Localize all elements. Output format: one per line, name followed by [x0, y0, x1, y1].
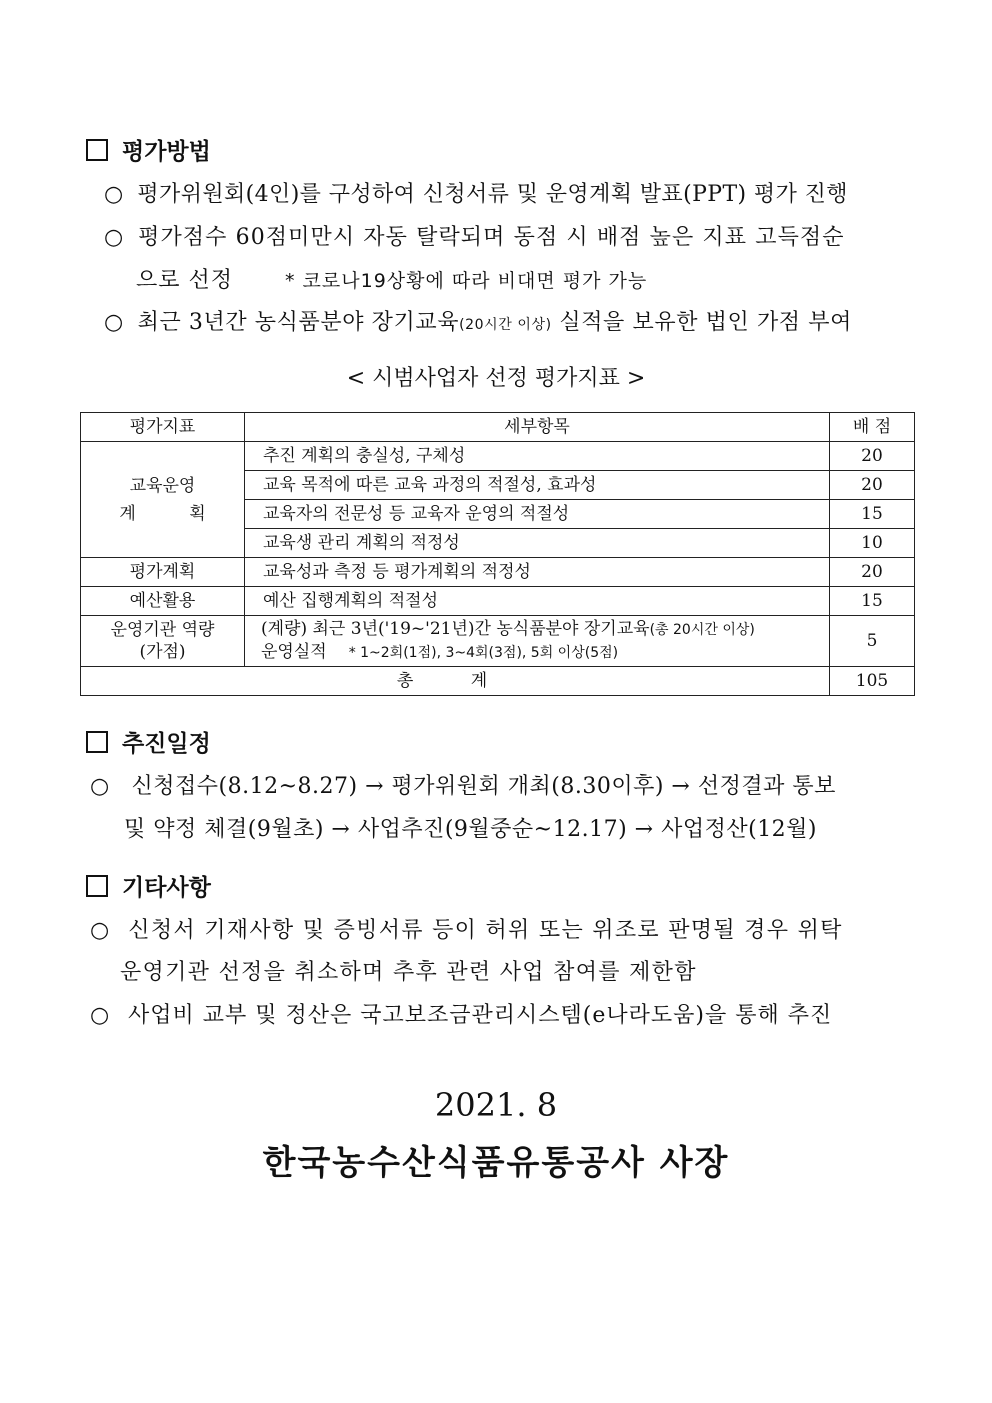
points-cell: 15 [830, 587, 915, 616]
header-category: 평가지표 [81, 413, 245, 442]
bullet-line: ○ 평가위원회(4인)를 구성하여 신청서류 및 운영계획 발표(PPT) 평가 진행 [104, 180, 848, 210]
circle-bullet-icon: ○ [104, 225, 125, 250]
bullet-continuation: 으로 선정 * 코로나19상황에 따라 비대면 평가 가능 [136, 268, 648, 293]
header-item: 세부항목 [245, 413, 830, 442]
document-date: 2021. 8 [434, 1086, 558, 1124]
bullet-line: ○ 평가점수 60점미만시 자동 탈락되며 동점 시 배점 높은 지표 고득점순 [104, 223, 845, 253]
table-row [81, 616, 915, 667]
points-cell: 20 [830, 442, 915, 471]
item-cell: 추진 계획의 충실성, 구체성 [245, 442, 830, 471]
item-cell: (계량) 최근 3년('19~'21년)간 농식품분야 장기교육(총 20시간 이상) 운영실적 * 1~2회(1점), 3~4회(3점), 5회 이상(5점) [245, 616, 830, 667]
table-row [81, 442, 915, 471]
category-cell: 평가계획 [81, 558, 245, 587]
section-heading-schedule: 추진일정 [86, 729, 211, 759]
table-row [81, 558, 915, 587]
total-points: 105 [830, 667, 915, 696]
circle-bullet-icon: ○ [90, 1003, 111, 1028]
item-cell: 교육성과 측정 등 평가계획의 적정성 [245, 558, 830, 587]
table-caption: < 시범사업자 선정 평가지표 > [346, 366, 646, 391]
circle-bullet-icon: ○ [90, 774, 110, 799]
circle-bullet-icon: ○ [104, 182, 124, 207]
section-heading-misc: 기타사항 [86, 873, 211, 903]
points-cell: 10 [830, 529, 915, 558]
category-cell: 예산활용 [81, 587, 245, 616]
points-cell: 5 [830, 616, 915, 667]
checkbox-square-icon [86, 139, 108, 161]
item-cell: 교육자의 전문성 등 교육자 운영의 적절성 [245, 500, 830, 529]
issuer-name: 한국농수산식품유통공사 사장 [262, 1143, 730, 1183]
total-label: 총 계 [81, 667, 830, 696]
item-cell: 교육생 관리 계획의 적정성 [245, 529, 830, 558]
bullet-continuation: 운영기관 선정을 취소하며 추후 관련 사업 참여를 제한함 [120, 960, 697, 985]
table-header-row [81, 413, 915, 442]
bullet-line: ○ 최근 3년간 농식품분야 장기교육(20시간 이상) 실적을 보유한 법인 가점 부여 [104, 308, 852, 340]
circle-bullet-icon: ○ [104, 310, 124, 335]
bullet-line: ○ 신청접수(8.12~8.27) → 평가위원회 개최(8.30이후) → 선정결과 통보 [90, 772, 836, 802]
item-cell: 교육 목적에 따른 교육 과정의 적절성, 효과성 [245, 471, 830, 500]
category-cell-bonus: 운영기관 역량 (가점) [81, 616, 245, 667]
covid-note: * 코로나19상황에 따라 비대면 평가 가능 [285, 270, 648, 292]
evaluation-table [80, 412, 915, 696]
checkbox-square-icon [86, 875, 108, 897]
table-row [81, 587, 915, 616]
bullet-line: ○ 신청서 기재사항 및 증빙서류 등이 허위 또는 위조로 판명될 경우 위탁 [90, 916, 843, 946]
bullet-continuation: 및 약정 체결(9월초) → 사업추진(9월중순~12.17) → 사업정산(12월) [124, 817, 818, 842]
item-cell: 예산 집행계획의 적절성 [245, 587, 830, 616]
points-cell: 15 [830, 500, 915, 529]
category-cell-education: 교육운영 계 획 [81, 442, 245, 558]
header-points: 배 점 [830, 413, 915, 442]
points-cell: 20 [830, 471, 915, 500]
circle-bullet-icon: ○ [90, 918, 111, 943]
points-cell: 20 [830, 558, 915, 587]
section-heading-evaluation: 평가방법 [86, 137, 211, 167]
table-total-row [81, 667, 915, 696]
checkbox-square-icon [86, 731, 108, 753]
bullet-line: ○ 사업비 교부 및 정산은 국고보조금관리시스템(e나라도움)을 통해 추진 [90, 1001, 832, 1031]
